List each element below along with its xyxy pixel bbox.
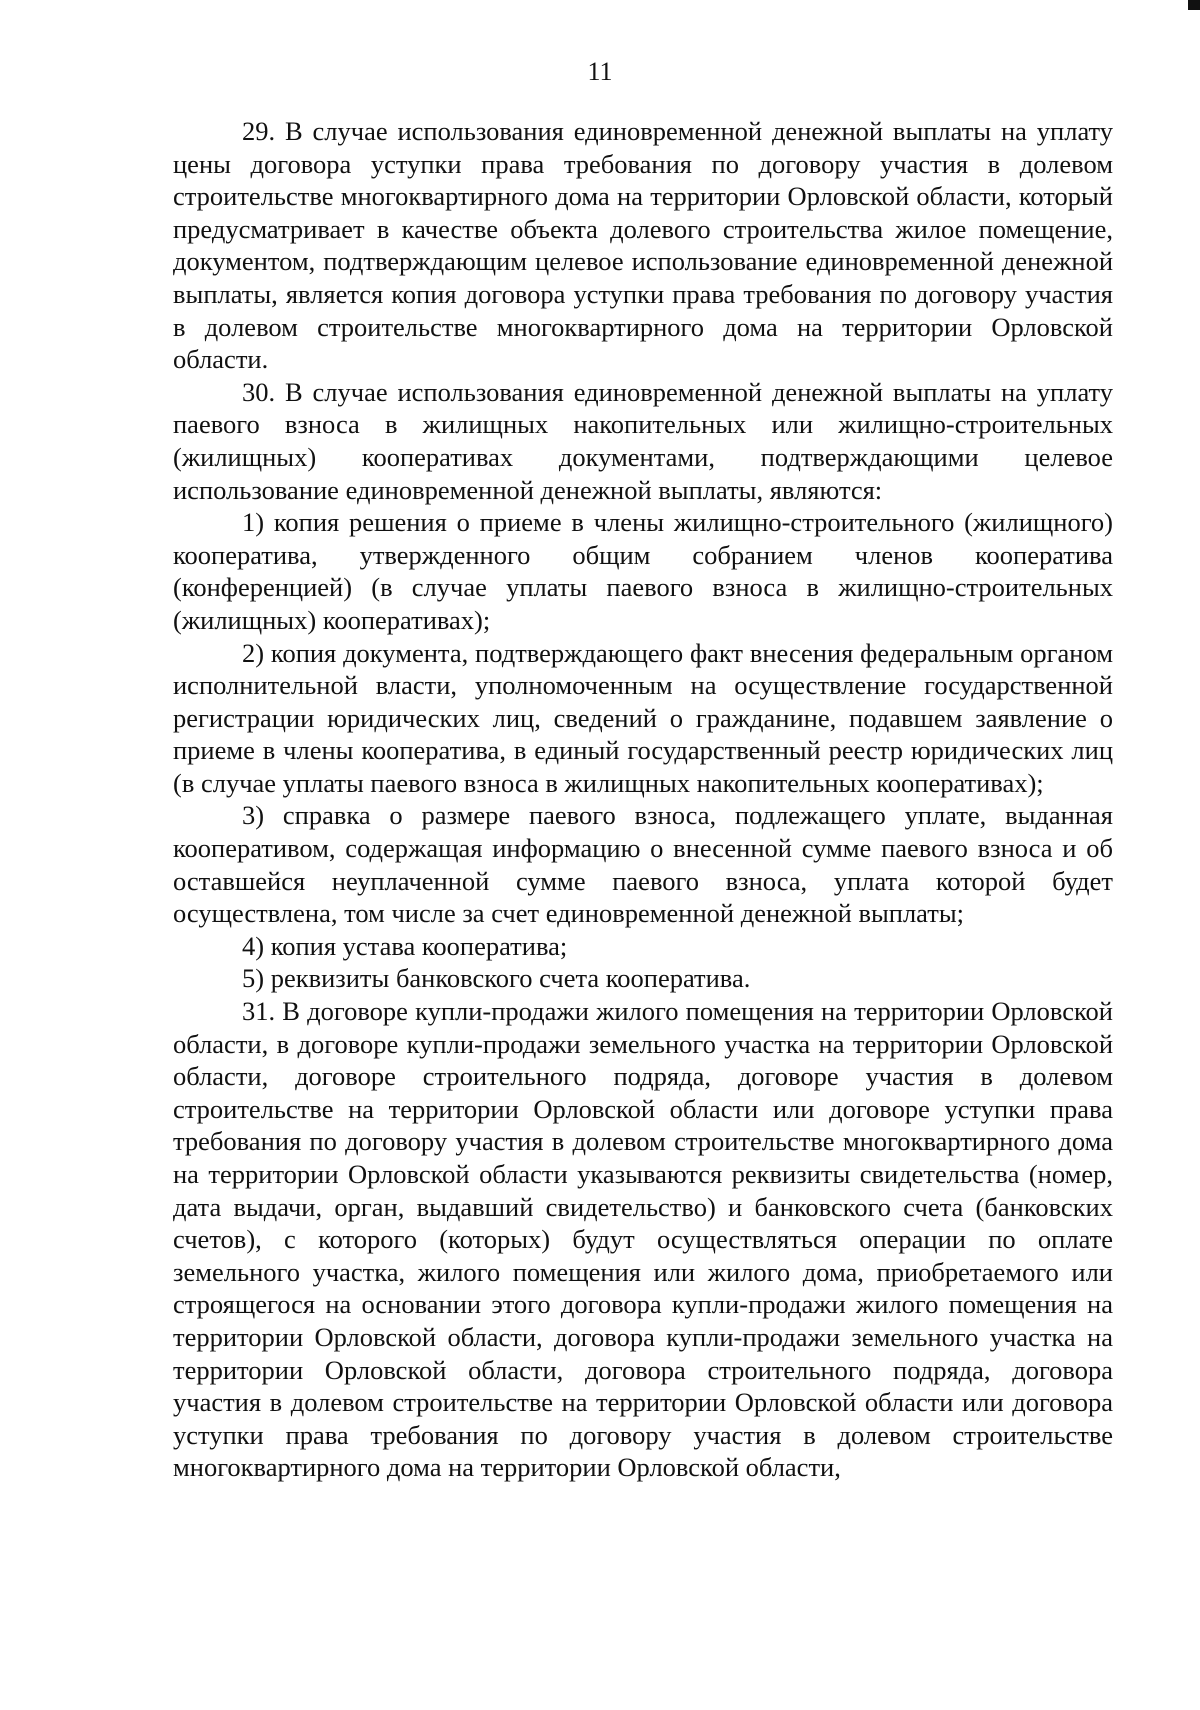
scan-edge-mark [1188, 0, 1200, 10]
page-number: 11 [587, 57, 613, 86]
list-item-2: 2) копия документа, подтверждающего факт внесения федеральным органом исполнительной власти, уполномоченным на осуществление государственной регистрации юридических лиц, сведений о гражданине, подавшем заявление о приеме в члены кооператива, в единый государственный реестр юридических лиц (в случае уплаты паевого взноса в жилищных накопительных кооперативах); [173, 637, 1113, 798]
document-body [173, 115, 1113, 1484]
list-item-5: 5) реквизиты банковского счета кооператива. [242, 963, 751, 994]
paragraph-30: 30. В случае использования единовременной денежной выплаты на уплату паевого взноса в жилищных накопительных или жилищно-строительных (жилищных) кооперативах документами, подтверждающими целевое использование единовременной денежной выплаты, являются: [173, 376, 1113, 505]
list-item-3: 3) справка о размере паевого взноса, подлежащего уплате, выданная кооперативом, содержащая информацию о внесенной сумме паевого взноса и об оставшейся неуплаченной сумме паевого взноса, уплата которой будет осуществлена, том числе за счет единовременной денежной выплаты; [173, 800, 1113, 929]
paragraph-31: 31. В договоре купли-продажи жилого помещения на территории Орловской области, в договоре купли-продажи земельного участка на территории Орловской области, договоре строительного подряда, договоре участия в долевом строительстве на территории Орловской области или договоре уступки права требования по договору участия в долевом строительстве многоквартирного дома на территории Орловской области указываются реквизиты свидетельства (номер, дата выдачи, орган, выдавший свидетельство) и банковского счета (банковских счетов), с которого (которых) будут осуществляться операции по оплате земельного участка, жилого помещения или жилого дома, приобретаемого или строящегося на основании этого договора купли-продажи жилого помещения на территории Орловской области, договора купли-продажи земельного участка на территории Орловской области, договора строительного подряда, договора участия в долевом строительстве на территории Орловской области или договора уступки права требования по договору участия в долевом строительстве многоквартирного дома на территории Орловской области, [173, 996, 1113, 1483]
list-item-4: 4) копия устава кооператива; [242, 930, 568, 961]
list-item-1: 1) копия решения о приеме в члены жилищно-строительного (жилищного) кооператива, утвержденного общим собранием членов кооператива (конференцией) (в случае уплаты паевого взноса в жилищно-строительных (жилищных) кооперативах); [173, 507, 1113, 635]
paragraph-29: 29. В случае использования единовременной денежной выплаты на уплату цены договора уступки права требования по договору участия в долевом строительстве многоквартирного дома на территории Орловской области, который предусматривает в качестве объекта долевого строительства жилое помещение, документом, подтверждающим целевое использование единовременной денежной выплаты, является копия договора уступки права требования по договору участия в долевом строительстве многоквартирного дома на территории Орловской области. [173, 116, 1113, 375]
